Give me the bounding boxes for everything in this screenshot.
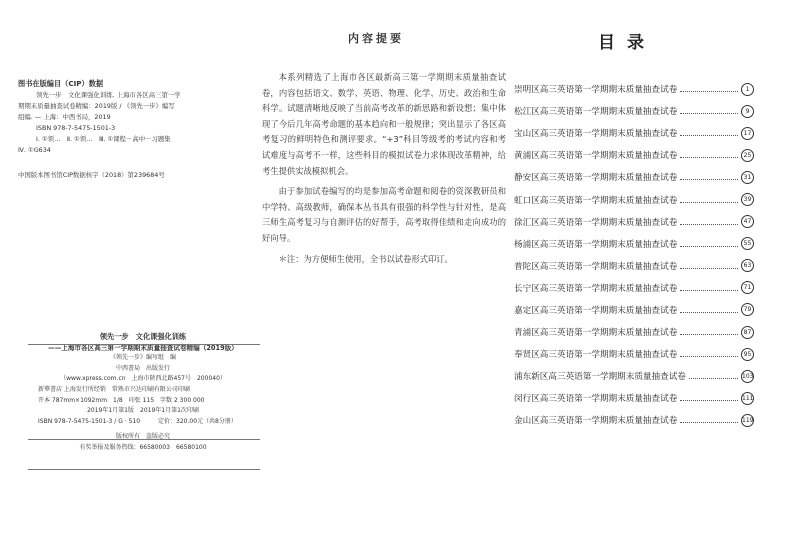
toc-entry[interactable]	[514, 78, 754, 100]
toc-leader-dots	[680, 130, 738, 136]
cip-title: 图书在版编目（CIP）数据	[18, 79, 104, 88]
summary-title: 内容提要	[348, 32, 404, 45]
toc-entry[interactable]	[514, 277, 754, 299]
toc-entry[interactable]	[514, 255, 754, 277]
toc-entry-label: 青浦区高三英语第一学期期末质量抽查试卷	[514, 328, 678, 339]
cip-line: 组编. — 上海：中西书局，2019	[18, 113, 111, 121]
toc-page-number: 1	[741, 83, 754, 96]
toc-entry[interactable]	[514, 365, 754, 387]
toc-page-number: 119	[741, 414, 754, 427]
toc-entry[interactable]	[514, 166, 754, 188]
toc-page-number: 17	[741, 127, 754, 140]
toc-entry-label: 嘉定区高三英语第一学期期末质量抽查试卷	[514, 305, 678, 316]
cip-line: 领先一步 文化课强化训练. 上海市各区高三第一学	[36, 91, 181, 99]
toc-entry-label: 金山区高三英语第一学期期末质量抽查试卷	[514, 416, 678, 427]
toc-leader-dots	[680, 329, 738, 335]
colophon-divider	[28, 469, 260, 470]
publisher: 中西書局 出版发行	[115, 364, 170, 372]
toc-entry-label: 长宁区高三英语第一学期期末质量抽查试卷	[514, 283, 678, 294]
toc-page-number: 111	[741, 392, 754, 405]
compiler: 《领先一步》编写组 编	[109, 354, 176, 362]
toc-page-number: 87	[741, 326, 754, 339]
summary-paragraph: 本系列精选了上海市各区最新高三第一学期期末质量抽查试卷，内容包括语文、数学、英语、物理、化学、历史、政治和生命科学。试题清晰地反映了当前高考改革的新思路和新设想；集中体现了今后几年高考命题的基本趋向和一般规律；突出显示了各区高考复习的鲜明特色和测评要求。“+3”科目等级考的考试内容和考试难度与高考不一样，这些科目的模拟试卷力求体现改革精神，给考生提供实战模拟机会。	[262, 72, 506, 176]
toc-page-number: 31	[741, 171, 754, 184]
toc-page-number: 25	[741, 149, 754, 162]
toc-entry[interactable]	[514, 233, 754, 255]
summary-text	[262, 70, 506, 267]
toc-leader-dots	[680, 174, 738, 180]
isbn-price: ISBN 978-7-5475-1501-3 / G · 510 定价：320.00元（共8分册）	[38, 417, 237, 425]
toc-leader-dots	[680, 285, 738, 291]
toc-leader-dots	[680, 263, 738, 269]
toc-page-number: 9	[741, 105, 754, 118]
book-subtitle: ——上海市各区高三第一学期期末质量抽查试卷精编（2019版）	[48, 343, 238, 352]
toc-page-number: 79	[741, 303, 754, 316]
toc-entry[interactable]	[514, 409, 754, 431]
toc-entry[interactable]	[514, 122, 754, 144]
toc-entry-label: 静安区高三英语第一学期期末质量抽查试卷	[514, 173, 678, 184]
toc-entry-label: 闵行区高三英语第一学期期末质量抽查试卷	[514, 394, 678, 405]
toc-entry[interactable]	[514, 387, 754, 409]
toc-leader-dots	[680, 351, 738, 357]
toc-entry-label: 徐汇区高三英语第一学期期末质量抽查试卷	[514, 217, 678, 228]
toc-page-number: 63	[741, 259, 754, 272]
toc-page-number: 95	[741, 348, 754, 361]
summary-paragraph: 由于参加试卷编写的均是参加高考命题和阅卷的资深教研员和中学特、高级教师，确保本丛书具有很强的科学性与针对性，是高三师生高考复习与自测评估的好帮手，高考取得佳绩和走向成功的好向导。	[262, 186, 506, 243]
colophon-divider	[28, 344, 260, 345]
cip-line: 期期末质量抽查试卷精编：2019版 / 《领先一步》编写	[18, 102, 175, 110]
toc-leader-dots	[680, 417, 738, 423]
toc-leader-dots	[689, 373, 738, 379]
toc-leader-dots	[680, 219, 738, 225]
summary-note: ＊注：为方便师生使用，全书以试卷形式印订。	[278, 253, 453, 264]
colophon-divider	[28, 439, 260, 440]
toc-leader-dots	[680, 307, 738, 313]
report-hotline: 有奖举报及服务热线：66580003 66580100	[79, 443, 207, 451]
toc-leader-dots	[680, 86, 738, 92]
distributor: 新華書店 上海发行所经销 常熟市兴达印刷有限公司印刷	[38, 385, 190, 393]
toc-page-number: 103	[741, 370, 754, 383]
toc-leader-dots	[680, 241, 738, 247]
toc-entry-label: 普陀区高三英语第一学期期末质量抽查试卷	[514, 261, 678, 272]
book-title: 领先一步 文化课强化训练	[99, 332, 187, 341]
toc-entry-label: 崇明区高三英语第一学期期末质量抽查试卷	[514, 85, 678, 96]
toc-page-number: 39	[741, 193, 754, 206]
toc-entry-label: 虹口区高三英语第一学期期末质量抽查试卷	[514, 195, 678, 206]
toc-page-number: 71	[741, 281, 754, 294]
table-of-contents	[514, 78, 754, 432]
colophon	[18, 332, 268, 454]
toc-entry[interactable]	[514, 299, 754, 321]
toc-entry[interactable]	[514, 100, 754, 122]
toc-page-number: 55	[741, 237, 754, 250]
cip-block	[18, 78, 268, 156]
toc-entry-label: 宝山区高三英语第一学期期末质量抽查试卷	[514, 129, 678, 140]
toc-leader-dots	[680, 197, 738, 203]
toc-leader-dots	[680, 152, 738, 158]
toc-entry[interactable]	[514, 343, 754, 365]
edition: 2019年1月第1版 2019年1月第1次印刷	[87, 407, 199, 415]
toc-page-number: 47	[741, 215, 754, 228]
toc-entry-label: 奉贤区高三英语第一学期期末质量抽查试卷	[514, 350, 678, 361]
toc-entry-label: 杨浦区高三英语第一学期期末质量抽查试卷	[514, 239, 678, 250]
toc-entry-label: 黄浦区高三英语第一学期期末质量抽查试卷	[514, 151, 678, 162]
toc-entry-label: 浦东新区高三英语第一学期期末质量抽查试卷	[514, 372, 686, 383]
book-format: 开本 787mm×1092mm 1/8 印张 115 字数 2 300 000	[38, 396, 205, 404]
toc-entry[interactable]	[514, 321, 754, 343]
copyright-notice: 版权所有 盗版必究	[115, 433, 170, 441]
toc-entry[interactable]	[514, 144, 754, 166]
cip-record-number: 中国版本图书馆CIP数据核字（2018）第239684号	[18, 171, 165, 179]
cip-line: Ⅳ. ①G634	[18, 146, 51, 154]
cip-line: ISBN 978-7-5475-1501-3	[36, 124, 116, 132]
publisher-address: （www.xpress.com.cn 上海市陕西北路457号 200040）	[60, 375, 226, 383]
toc-title: 目录	[598, 33, 656, 53]
toc-entry[interactable]	[514, 211, 754, 233]
toc-entry-label: 松江区高三英语第一学期期末质量抽查试卷	[514, 107, 678, 118]
toc-leader-dots	[680, 108, 738, 114]
toc-entry[interactable]	[514, 188, 754, 210]
cip-line: Ⅰ. ①领… Ⅱ. ①领… Ⅲ. ①课程－高中－习题集	[36, 135, 171, 143]
toc-leader-dots	[680, 395, 738, 401]
